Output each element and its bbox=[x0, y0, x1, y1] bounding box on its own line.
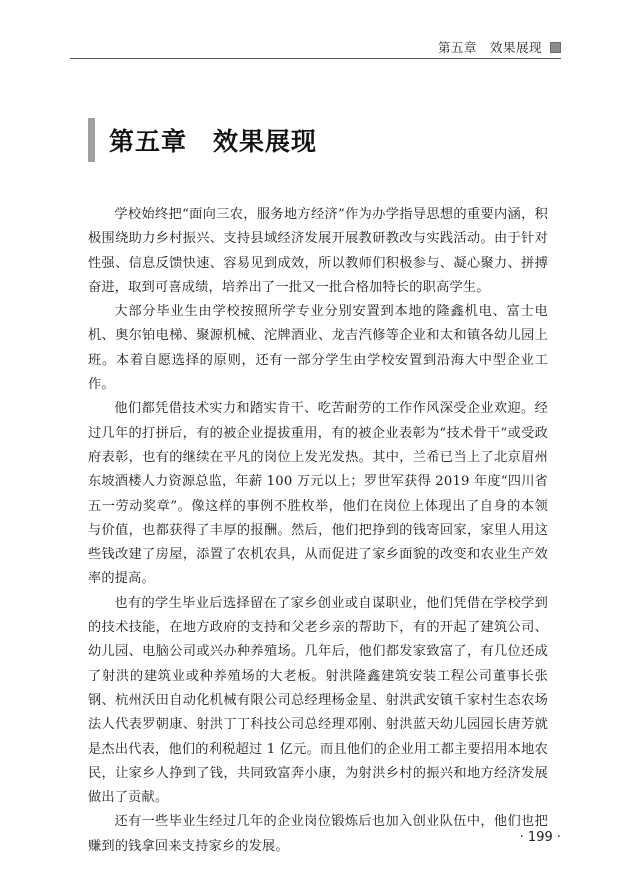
running-header bbox=[438, 38, 561, 56]
chapter-bar-decoration bbox=[88, 118, 95, 162]
chapter-heading bbox=[88, 118, 317, 162]
paragraph: 还有一些毕业生经过几年的企业岗位锻炼后也加入创业队伍中，他们也把赚到的钱拿回来支持家乡的发展。 bbox=[88, 814, 548, 854]
running-header-title: 第五章 效果展现 bbox=[437, 40, 542, 55]
body-text bbox=[88, 203, 548, 859]
page-number: · 199 · bbox=[519, 830, 561, 845]
paragraph: 学校始终把“面向三农，服务地方经济”作为办学指导思想的重要内涵，积极围绕助力乡村振兴、支持县域经济发展开展教研教改与实践活动。由于针对性强、信息反馈快速、容易见到成效，所以教师们积极参与、凝心聚力、拼搏奋进，取到可喜成绩，培养出了一批又一批合格加特长的职高学生。 bbox=[88, 207, 548, 295]
paragraph: 大部分毕业生由学校按照所学专业分别安置到本地的隆鑫机电、富士电机、奥尔铂电梯、聚源机械、沱牌酒业、龙吉汽修等企业和太和镇各幼儿园上班。本着自愿选择的原则，还有一部分学生由学校安置到沿海大中型企业工作。 bbox=[88, 304, 548, 393]
header-square-icon bbox=[550, 42, 561, 53]
chapter-title: 第五章 效果展现 bbox=[109, 127, 318, 156]
paragraph: 他们都凭借技术实力和踏实肯干、吃苦耐劳的工作作风深受企业欢迎。经过几年的打拼后，有的被企业提拔重用，有的被企业表彰为“技术骨干”或受政府表彰，也有的继续在平凡的岗位上发光发热。其中，兰希已当上了北京眉州东坡酒楼人力资源总监，年薪 100 万元以上；罗世军获得 2019 年度“四川省五一劳动奖章”。像这样的事例不胜枚举，他们在岗位上体现出了自身的本领与价值，也都获得了丰厚的报酬。然后，他们把挣到的钱寄回家，家里人用这些钱改建了房屋，添置了农机农具，从而促进了家乡面貌的改变和农业生产效率的提高。 bbox=[88, 401, 548, 587]
paragraph: 也有的学生毕业后选择留在了家乡创业或自谋职业，他们凭借在学校学到的技术技能，在地方政府的支持和父老乡亲的帮助下，有的开起了建筑公司、幼儿园、电脑公司或兴办种养殖场。几年后，他们都发家致富了，有几位还成了射洪的建筑业或种养殖场的大老板。射洪隆鑫建筑安装工程公司董事长张钢、杭州沃田自动化机械有限公司总经理杨金星、射洪武安镇千家村生态农场法人代表罗朝康、射洪丁丁科技公司总经理邓刚、射洪蓝天幼儿园园长唐芳就是杰出代表，他们的利税超过 1 亿元。而且他们的企业用工都主要招用本地农民，让家乡人挣到了钱，共同致富奔小康，为射洪乡村的振兴和地方经济发展做出了贡献。 bbox=[88, 595, 548, 806]
header-rule bbox=[70, 58, 561, 59]
